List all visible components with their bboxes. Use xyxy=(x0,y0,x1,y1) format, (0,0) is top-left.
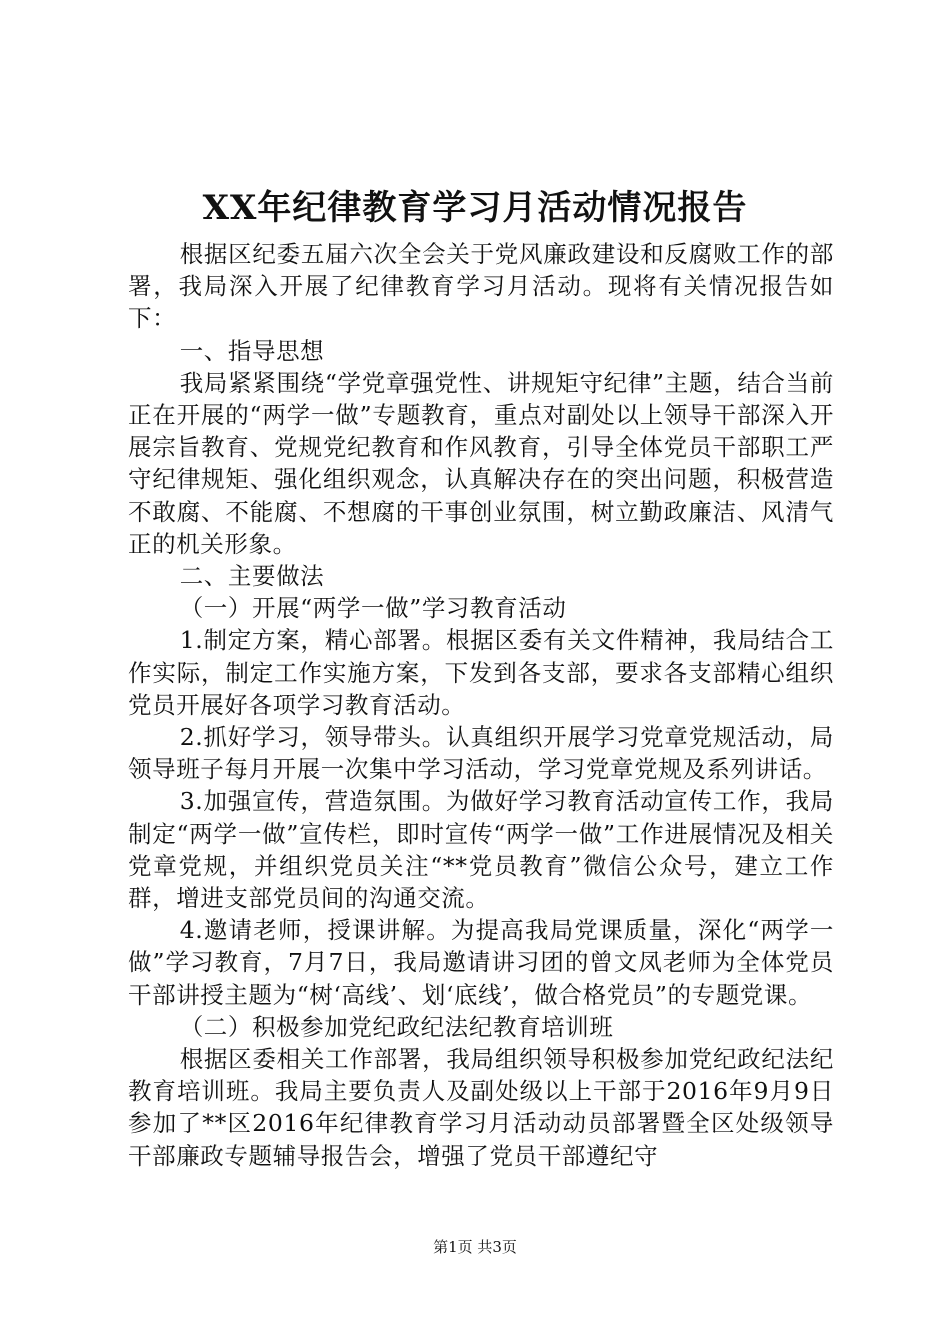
paragraph-guiding-thought: 我局紧紧围绕“学党章强党性、讲规矩守纪律”主题，结合当前正在开展的“两学一做”专题教育，重点对副处以上领导干部深入开展宗旨教育、党规党纪教育和作风教育，引导全体党员干部职工严守纪律规矩、强化组织观念，认真解决存在的突出问题，积极营造不敢腐、不能腐、不想腐的干事创业氛围，树立勤政廉洁、风清气正的机关形象。 xyxy=(128,368,834,558)
paragraph-training: 根据区委相关工作部署，我局组织领导积极参加党纪政纪法纪教育培训班。我局主要负责人及副处级以上干部于2016年9月9日参加了**区2016年纪律教育学习月活动动员部署暨全区处级领导干部廉政专题辅导报告会，增强了党员干部遵纪守 xyxy=(128,1045,834,1170)
subsection-heading-2: （二）积极参加党纪政纪法纪教育培训班 xyxy=(179,1012,614,1041)
document-title: XX年纪律教育学习月活动情况报告 xyxy=(202,188,748,228)
paragraph-intro: 根据区纪委五届六次全会关于党风廉政建设和反腐败工作的部署，我局深入开展了纪律教育学习月活动。现将有关情况报告如下： xyxy=(128,240,834,333)
subsection-heading-1: （一）开展“两学一做”学习教育活动 xyxy=(179,594,567,623)
paragraph-item-3: 3.加强宣传，营造氛围。为做好学习教育活动宣传工作，我局制定“两学一做”宣传栏，即时宣传“两学一做”工作进展情况及相关党章党规，并组织党员关注“**党员教育”微信公众号，建立工作群，增进支部党员间的沟通交流。 xyxy=(128,787,834,913)
page-number-footer: 第1页 共3页 xyxy=(433,1238,517,1256)
paragraph-item-1: 1.制定方案，精心部署。根据区委有关文件精神，我局结合工作实际，制定工作实施方案，下发到各支部，要求各支部精心组织党员开展好各项学习教育活动。 xyxy=(128,626,834,719)
paragraph-item-2: 2.抓好学习，领导带头。认真组织开展学习党章党规活动，局领导班子每月开展一次集中学习活动，学习党章党规及系列讲话。 xyxy=(128,723,834,784)
paragraph-item-4: 4.邀请老师，授课讲解。为提高我局党课质量，深化“两学一做”学习教育，7月7日，我局邀请讲习团的曾文凤老师为全体党员干部讲授主题为“树‘高线’、划‘底线’，做合格党员”的专题党课。 xyxy=(128,916,834,1009)
section-heading-main-practices: 二、主要做法 xyxy=(179,562,325,591)
section-heading-guiding-thought: 一、指导思想 xyxy=(179,336,325,365)
document-body xyxy=(128,238,834,1172)
